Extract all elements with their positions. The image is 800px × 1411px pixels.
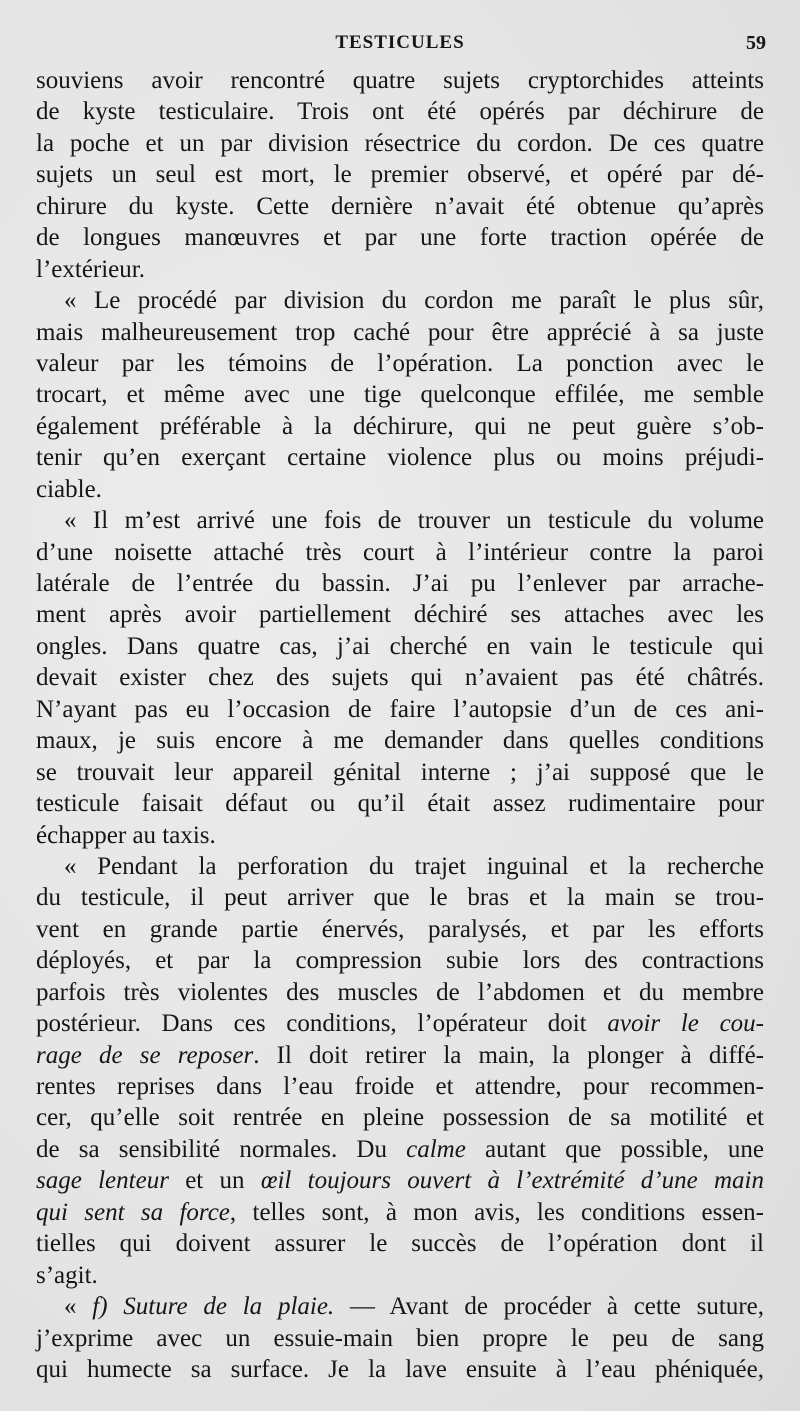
text-line: qui humecte sa surface. Je la lave ensuite à l’eau phéniquée,	[36, 1355, 764, 1383]
text-line: tenir qu’en exerçant certaine violence plus ou moins préjudi-	[36, 444, 764, 472]
text-line: devait exister chez des sujets qui n’avaient pas été châtrés.	[36, 664, 764, 692]
text-line: de longues manœuvres et par une forte traction opérée de	[36, 224, 764, 252]
text-line: de kyste testiculaire. Trois ont été opérés par déchirure de	[36, 98, 764, 126]
italic-segment: œil toujours ouvert à l’extrémité d’une main	[260, 1167, 764, 1195]
text-segment: postérieur. Dans ces conditions, l’opérateur doit	[36, 1010, 608, 1038]
running-head	[0, 30, 800, 60]
text-line: latérale de l’entrée du bassin. J’ai pu l’enlever par arrache-	[36, 570, 764, 597]
text-line: échapper au taxis.	[36, 821, 216, 849]
text-line: testicule faisait défaut ou qu’il était assez rudimentaire pour	[36, 790, 764, 818]
text-line: vent en grande partie énervés, paralysés, et par les efforts	[36, 915, 764, 943]
body-text	[36, 65, 764, 1385]
italic-segment: sage lenteur	[36, 1167, 169, 1195]
text-segment: autant que possible, une	[465, 1135, 764, 1163]
text-line: également préférable à la déchirure, qui ne peut guère s’ob-	[36, 412, 764, 440]
italic-segment: rage de se reposer	[36, 1041, 254, 1069]
text-line: chirure du kyste. Cette dernière n’avait été obtenue qu’après	[36, 192, 764, 220]
text-line: sujets un seul est mort, le premier observé, et opéré par dé-	[36, 161, 764, 189]
running-title: TESTICULES	[335, 32, 465, 53]
italic-segment: f) Suture de la plaie.	[92, 1293, 335, 1321]
italic-segment: qui sent sa force	[36, 1198, 230, 1226]
text-segment: , telles sont, à mon avis, les conditions essen-	[229, 1198, 765, 1226]
text-segment: — Avant de procéder à cette suture,	[334, 1293, 764, 1321]
text-line: trocart, et même avec une tige quelconque effilée, me semble	[36, 381, 764, 409]
text-line: déployés, et par la compression subie lors des contractions	[36, 947, 764, 975]
text-line: tielles qui doivent assurer le succès de l’opération dont il	[36, 1230, 764, 1258]
text-line: « Pendant la perforation du trajet inguinal et la recherche	[64, 852, 764, 880]
text-line	[36, 1165, 764, 1196]
text-segment: de sa sensibilité normales. Du	[36, 1135, 407, 1163]
italic-segment: calme	[406, 1135, 466, 1163]
text-line: ment après avoir partiellement déchiré ses attaches avec les	[36, 601, 764, 629]
text-line: l’extérieur.	[36, 255, 145, 283]
text-segment: . Il doit retirer la main, la plonger à diffé-	[253, 1041, 765, 1069]
text-line: N’ayant pas eu l’occasion de faire l’autopsie d’un de ces ani-	[36, 695, 764, 723]
text-line: ciable.	[36, 475, 102, 503]
text-line: valeur par les témoins de l’opération. La ponction avec le	[36, 349, 764, 377]
text-line: j’exprime avec un essuie-main bien propre le peu de sang	[36, 1324, 764, 1352]
text-line	[36, 1134, 764, 1165]
text-line	[36, 1008, 764, 1039]
text-segment: «	[64, 1293, 93, 1321]
italic-segment: avoir le cou-	[607, 1010, 764, 1038]
text-line: souviens avoir rencontré quatre sujets cryptorchides atteints	[36, 67, 764, 94]
text-line: cer, qu’elle soit rentrée en pleine possession de sa motilité et	[36, 1104, 764, 1132]
text-line: mais malheureusement trop caché pour être apprécié à sa juste	[36, 318, 764, 346]
text-line	[36, 1291, 764, 1322]
text-line: s’agit.	[36, 1261, 98, 1289]
text-line: rentes reprises dans l’eau froide et attendre, pour recommen-	[36, 1073, 764, 1100]
text-line: ongles. Dans quatre cas, j’ai cherché en vain le testicule qui	[36, 632, 764, 660]
text-line: la poche et un par division résectrice du cordon. De ces quatre	[36, 129, 764, 157]
text-line: d’une noisette attaché très court à l’intérieur contre la paroi	[36, 538, 764, 566]
text-line: du testicule, il peut arriver que le bras et la main se trou-	[36, 884, 764, 912]
text-segment: et un	[168, 1167, 261, 1195]
text-line: maux, je suis encore à me demander dans quelles conditions	[36, 727, 764, 755]
page-number: 59	[746, 32, 766, 54]
text-line: se trouvait leur appareil génital interne ; j’ai supposé que le	[36, 758, 764, 786]
text-line: « Il m’est arrivé une fois de trouver un testicule du volume	[64, 507, 764, 535]
text-line	[36, 1040, 764, 1071]
text-line: parfois très violentes des muscles de l’abdomen et du membre	[36, 978, 764, 1006]
text-line	[36, 1197, 764, 1228]
text-line: « Le procédé par division du cordon me paraît le plus sûr,	[64, 287, 764, 315]
